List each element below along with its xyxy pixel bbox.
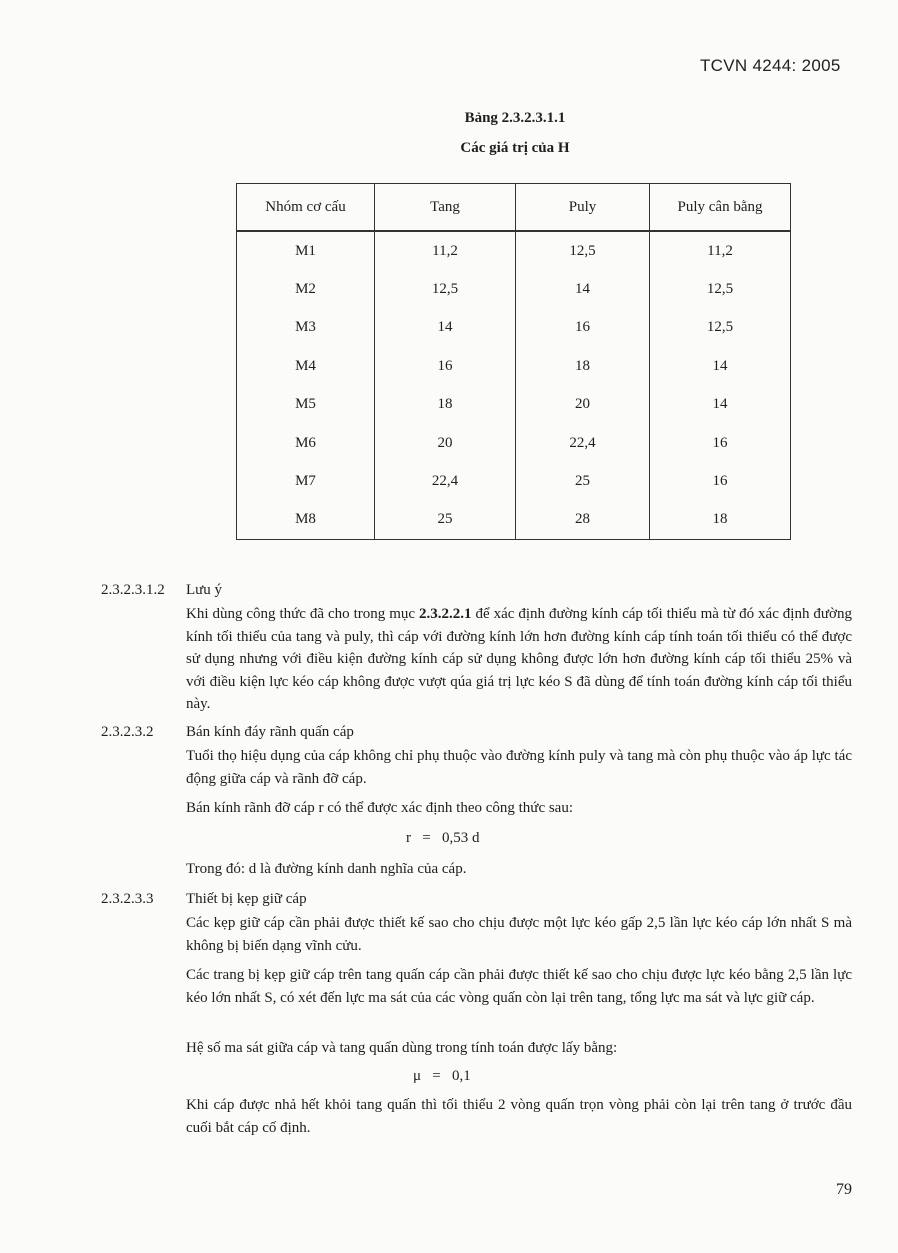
standard-code: TCVN 4244: 2005 — [700, 56, 841, 75]
table-cell: 25 — [516, 462, 650, 500]
table-cell: 18 — [375, 386, 516, 424]
cross-reference: 2.3.2.2.1 — [419, 606, 472, 622]
paragraph-text: Khi dùng công thức đã cho trong mục — [186, 606, 420, 622]
table-row — [237, 501, 791, 540]
table-cell: M7 — [237, 462, 375, 500]
table-cell: 18 — [516, 347, 650, 385]
column-header: Tang — [375, 184, 516, 232]
table-cell: 25 — [375, 501, 516, 540]
table-cell: 28 — [516, 501, 650, 540]
table-cell: 11,2 — [375, 231, 516, 270]
table-row — [237, 309, 791, 347]
table-cell: 20 — [516, 386, 650, 424]
table-cell: M8 — [237, 501, 375, 540]
table-cell: M3 — [237, 309, 375, 347]
table-cell: 16 — [650, 462, 791, 500]
table-cell: 14 — [650, 386, 791, 424]
table-cell: 20 — [375, 424, 516, 462]
section-paragraph: Bán kính rãnh đỡ cáp r có thể được xác định theo công thức sau: — [186, 800, 574, 816]
table-cell: 14 — [516, 270, 650, 308]
table-cell: 12,5 — [516, 231, 650, 270]
values-table — [236, 183, 791, 540]
table-cell: 16 — [375, 347, 516, 385]
section-number: 2.3.2.3.2 — [101, 724, 154, 740]
table-cell: M2 — [237, 270, 375, 308]
table-cell: 14 — [650, 347, 791, 385]
table-cell: 16 — [516, 309, 650, 347]
table-cell: 18 — [650, 501, 791, 540]
table-row — [237, 462, 791, 500]
section-title: Bán kính đáy rãnh quấn cáp — [186, 724, 354, 740]
section-paragraph: Khi cáp được nhả hết khỏi tang quấn thì tối thiểu 2 vòng quấn trọn vòng phải còn lại trên tang ở trước đầu cuối bắt cáp cố định. — [186, 1097, 852, 1136]
table-cell: M4 — [237, 347, 375, 385]
table-cell: M6 — [237, 424, 375, 462]
formula: r = 0,53 d — [406, 830, 480, 846]
table-row — [237, 424, 791, 462]
formula: μ = 0,1 — [413, 1068, 471, 1084]
table-cell: 12,5 — [375, 270, 516, 308]
section-paragraph: Tuổi thọ hiệu dụng của cáp không chỉ phụ thuộc vào đường kính puly và tang mà còn phụ thuộc vào áp lực tác động giữa cáp và rãnh đỡ cáp. — [186, 748, 852, 787]
table-row — [237, 347, 791, 385]
section-title: Lưu ý — [186, 582, 223, 598]
section-paragraph: Các trang bị kẹp giữ cáp trên tang quấn cáp cần phải được thiết kế sao cho chịu được lực kéo bằng 2,5 lần lực kéo lớn nhất S, có xét đến lực ma sát của các vòng quấn còn lại trên tang, tổng lực ma sát và lực giữ cáp. — [186, 967, 852, 1006]
column-header: Puly cân bằng — [650, 184, 791, 232]
table-row — [237, 270, 791, 308]
table-cell: M5 — [237, 386, 375, 424]
table-cell: 16 — [650, 424, 791, 462]
column-header: Nhóm cơ cấu — [237, 184, 375, 232]
section-number: 2.3.2.3.3 — [101, 891, 154, 907]
section-paragraph: Trong đó: d là đường kính danh nghĩa của cáp. — [186, 861, 467, 877]
section-paragraph — [186, 603, 852, 716]
table-row — [237, 386, 791, 424]
table-cell: 22,4 — [516, 424, 650, 462]
table-cell: 14 — [375, 309, 516, 347]
table-caption-number: Bảng 2.3.2.3.1.1 — [464, 110, 566, 126]
table-cell: 12,5 — [650, 309, 791, 347]
section-title: Thiết bị kẹp giữ cáp — [186, 891, 307, 907]
page-number: 79 — [836, 1181, 852, 1198]
paragraph-text: để xác định đường kính cáp tối thiểu mà từ đó xác định đường kính tối thiểu của tang và puly, thì cáp với đường kính lớn hơn đường kính cáp tính toán tối thiểu có thể được sử dụng nhưng với điều kiện đường kính cáp sử dụng không được lớn hơn đường kính cáp tối thiểu 25% và với điều kiện lực kéo cáp không được vượt qúa giá trị lực kéo S đã dùng để tính toán đường kính cáp tối thiểu này. — [186, 606, 852, 713]
table-row — [237, 231, 791, 270]
table-cell: 22,4 — [375, 462, 516, 500]
section-paragraph: Các kẹp giữ cáp cần phải được thiết kế sao cho chịu được một lực kéo gấp 2,5 lần lực kéo cáp lớn nhất S mà không bị biến dạng vĩnh cửu. — [186, 915, 852, 954]
section-number: 2.3.2.3.1.2 — [101, 582, 165, 598]
table-cell: M1 — [237, 231, 375, 270]
column-header: Puly — [516, 184, 650, 232]
section-paragraph: Hệ số ma sát giữa cáp và tang quấn dùng trong tính toán được lấy bằng: — [186, 1040, 618, 1056]
table-cell: 11,2 — [650, 231, 791, 270]
table-cell: 12,5 — [650, 270, 791, 308]
table-caption-title: Các giá trị của H — [460, 140, 570, 156]
table-header-row — [237, 184, 791, 232]
